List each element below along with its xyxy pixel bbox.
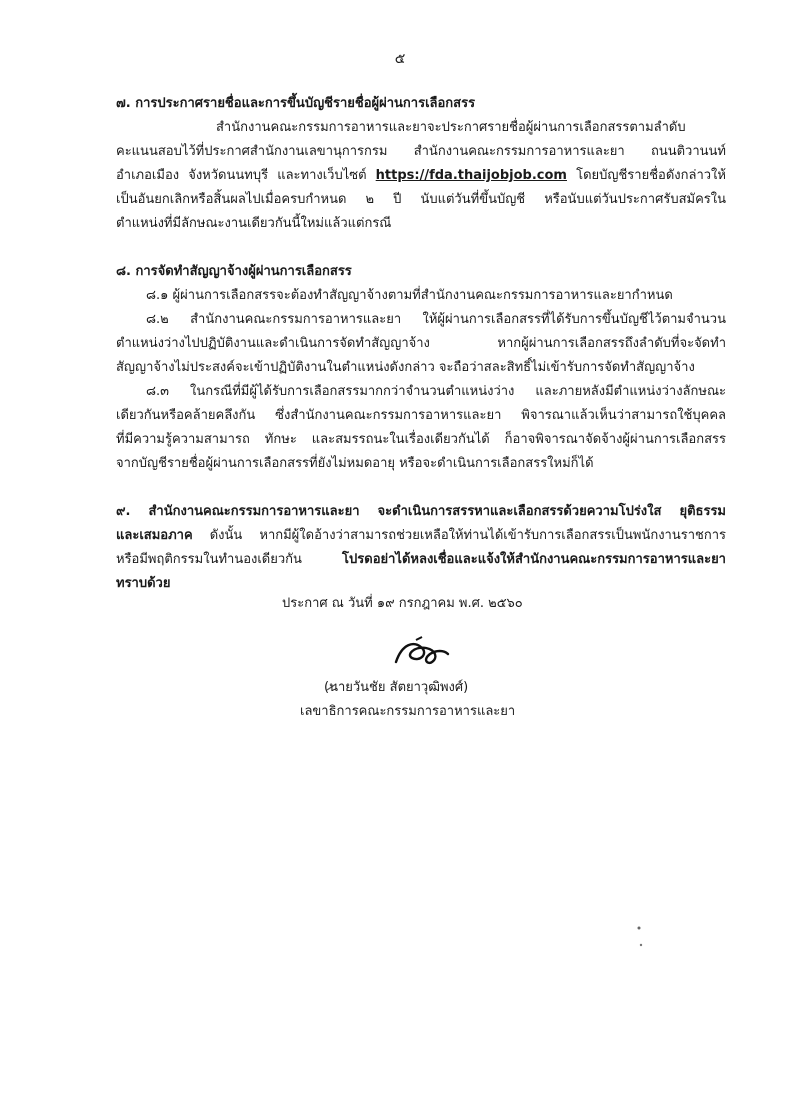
section-7-line-3 (116, 164, 726, 188)
section-8-1: ๘.๑ ผู้ผ่านการเลือกสรรจะต้องทำสัญญาจ้างตามที่สำนักงานคณะกรรมการอาหารและยากำหนด (146, 288, 673, 303)
section-8-2-line-3: สัญญาจ้างไม่ประสงค์จะเข้าปฏิบัติงานในตำแหน่งดังกล่าว จะถือว่าสละสิทธิ์ไม่เข้ารับการจัดทำสัญญาจ้าง (116, 360, 695, 375)
announcement-date: ประกาศ ณ วันที่ ๑๙ กรกฎาคม พ.ศ. ๒๕๖๐ (282, 596, 523, 611)
section-7-line-5: ตำแหน่งที่มีลักษณะงานเดียวกันนี้ใหม่แล้วแต่กรณี (116, 216, 392, 231)
section-8-3-line-3: ที่มีความรู้ความสามารถ ทักษะ และสมรรถนะในเรื่องเดียวกันได้ ก็อาจพิจารณาจัดจ้างผู้ผ่านการเลือกสรร (116, 432, 726, 447)
signer-title: เลขาธิการคณะกรรมการอาหารและยา (300, 704, 516, 719)
website-link[interactable]: https://fda.thaijobjob.com (375, 168, 567, 183)
signature-image (392, 636, 452, 670)
page-number: ๕ (394, 51, 406, 67)
section-7-line-1: สำนักงานคณะกรรมการอาหารและยาจะประกาศรายชื่อผู้ผ่านการเลือกสรรตามลำดับ (216, 120, 686, 135)
signer-name: (นายวันชัย สัตยาวุฒิพงศ์) (324, 680, 469, 695)
section-8-3-line-1: ๘.๓ ในกรณีที่มีผู้ได้รับการเลือกสรรมากกว่าจำนวนตำแหน่งว่าง และภายหลังมีตำแหน่งว่างลักษณะ (146, 384, 726, 399)
section-9-line-3 (116, 548, 726, 572)
section-7-line-2: คะแนนสอบไว้ที่ประกาศสำนักงานเลขานุการกรม สำนักงานคณะกรรมการอาหารและยา ถนนติวานนท์ (116, 144, 726, 159)
section-7-line-4: เป็นอันยกเลิกหรือสิ้นผลไปเมื่อครบกำหนด ๒ ปี นับแต่วันที่ขึ้นบัญชี หรือนับแต่วันประกาศรับสมัครใน (116, 192, 726, 207)
section-9-line-2-text: ดังนั้น หากมีผู้ใดอ้างว่าสามารถช่วยเหลือให้ท่านได้เข้ารับการเลือกสรรเป็นพนักงานราชการ (209, 528, 726, 543)
section-9-line-3-text: หรือมีพฤติกรรมในทำนองเดียวกัน (116, 552, 302, 567)
section-8-2-line-2: ตำแหน่งว่างไปปฏิบัติงานและดำเนินการจัดทำสัญญาจ้าง หากผู้ผ่านการเลือกสรรถึงลำดับที่จะจัดทำ (116, 336, 726, 351)
section-9-line-2 (116, 524, 726, 548)
document-body (116, 92, 726, 596)
section-8-3-line-2: เดียวกันหรือคล้ายคลึงกัน ซึ่งสำนักงานคณะกรรมการอาหารและยา พิจารณาแล้วเห็นว่าสามารถใช้บุคคล (116, 408, 726, 423)
section-8-2-line-1: ๘.๒ สำนักงานคณะกรรมการอาหารและยา ให้ผู้ผ่านการเลือกสรรที่ได้รับการขึ้นบัญชีไว้ตามจำนวน (146, 312, 726, 327)
section-9-line-1: ๙. สำนักงานคณะกรรมการอาหารและยา จะดำเนินการสรรหาและเลือกสรรด้วยความโปร่งใส ยุติธรรม (116, 504, 726, 519)
section-9-line-3-bold: โปรดอย่าได้หลงเชื่อและแจ้งให้สำนักงานคณะกรรมการอาหารและยา (342, 552, 726, 567)
scan-speck (636, 925, 642, 931)
section-8-3-line-4: จากบัญชีรายชื่อผู้ผ่านการเลือกสรรที่ยังไม่หมดอายุ หรือจะดำเนินการเลือกสรรใหม่ก็ได้ (116, 456, 594, 471)
section-7-heading: ๗. การประกาศรายชื่อและการขึ้นบัญชีรายชื่อผู้ผ่านการเลือกสรร (116, 96, 476, 111)
section-9-line-4: ทราบด้วย (116, 576, 171, 591)
section-8-heading: ๘. การจัดทำสัญญาจ้างผู้ผ่านการเลือกสรร (116, 264, 352, 279)
section-7-line-3-text-b: โดยบัญชีรายชื่อดังกล่าวให้ (576, 168, 726, 183)
section-9-line-2-bold: และเสมอภาค (116, 528, 193, 543)
scan-speck (638, 942, 644, 948)
section-7-line-3-text-a: อำเภอเมือง จังหวัดนนทบุรี และทางเว็บไซต์ (116, 168, 367, 183)
